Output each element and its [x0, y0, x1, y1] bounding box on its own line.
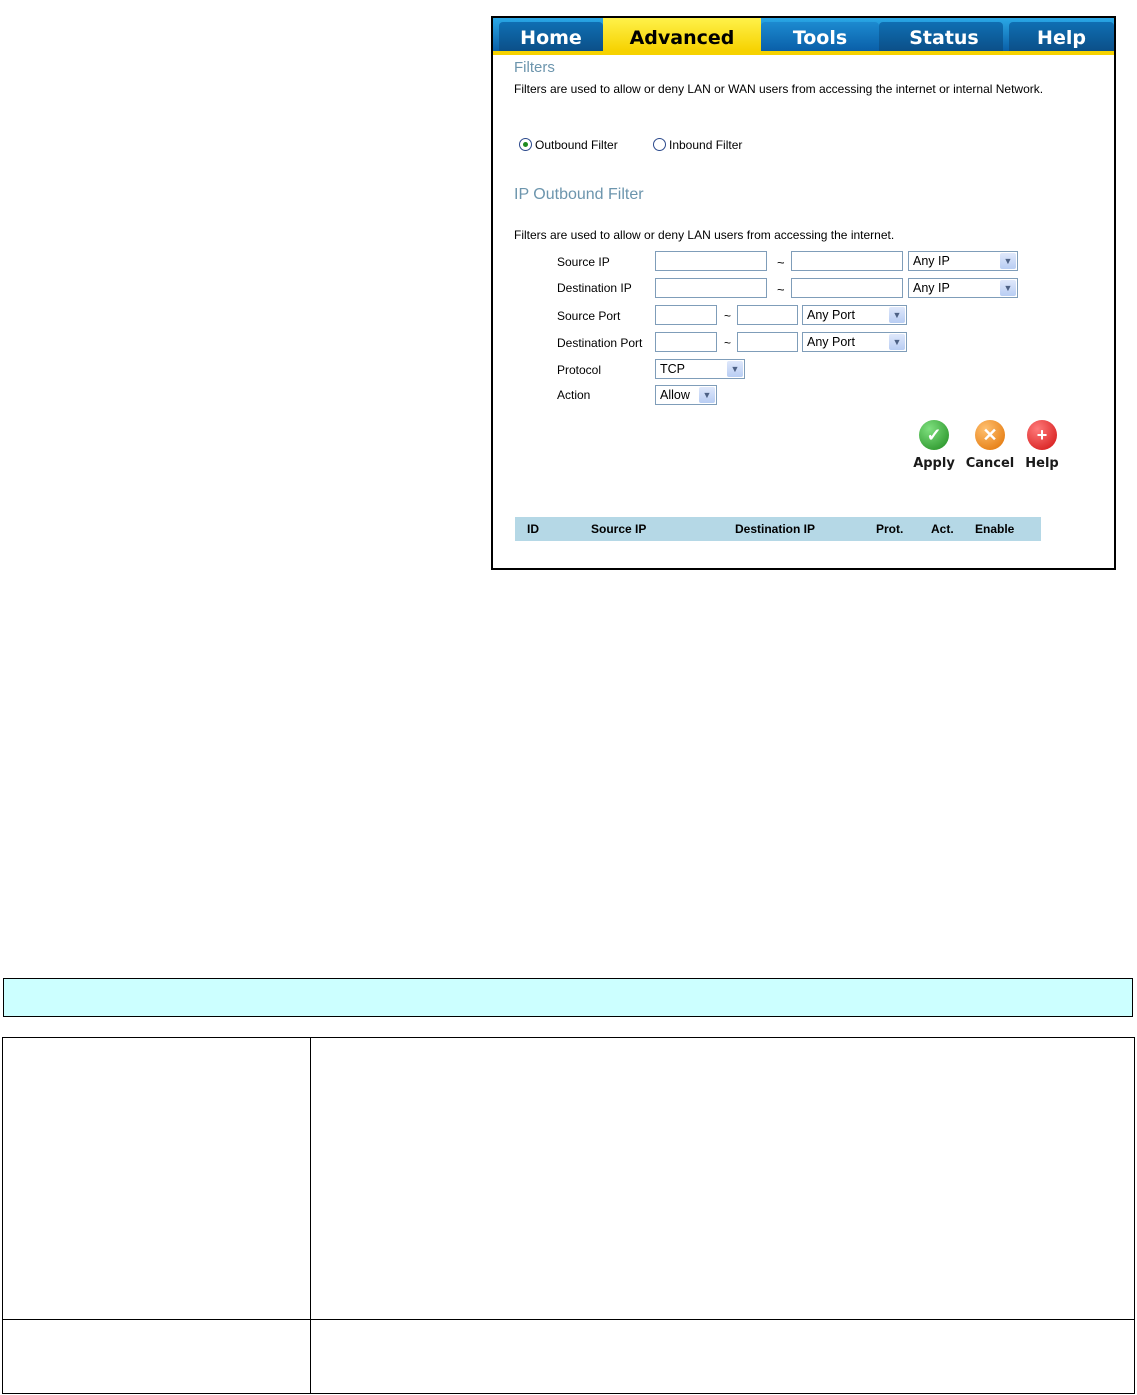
chevron-down-icon: ▼: [889, 307, 905, 323]
destination-ip-start-input[interactable]: [655, 278, 767, 298]
tab-home-label: Home: [520, 26, 582, 49]
column-header-destination-ip: Destination IP: [735, 522, 816, 536]
destination-ip-end-input[interactable]: [791, 278, 903, 298]
plus-icon: +: [1027, 420, 1057, 450]
chevron-down-icon: ▼: [727, 361, 743, 377]
inbound-filter-radio[interactable]: [653, 138, 666, 151]
nav-underline: [493, 51, 1114, 55]
apply-button[interactable]: [909, 420, 959, 471]
filters-description: Filters are used to allow or deny LAN or WAN users from accessing the internet or internal Network.: [514, 82, 1044, 96]
tab-home[interactable]: [499, 18, 603, 51]
protocol-label: Protocol: [557, 363, 602, 377]
tab-tools-label: Tools: [792, 26, 848, 49]
help-label: Help: [1025, 456, 1059, 471]
tab-advanced[interactable]: [603, 18, 761, 51]
tab-status-label: Status: [909, 26, 979, 49]
radio-selected-dot: [523, 142, 528, 147]
source-ip-label: Source IP: [557, 255, 610, 269]
router-ui-panel: [491, 16, 1116, 570]
chevron-down-icon: ▼: [889, 334, 905, 350]
source-ip-select[interactable]: [908, 251, 1018, 271]
chevron-down-icon: ▼: [1000, 280, 1016, 296]
destination-ip-range-separator: ~: [777, 282, 785, 297]
inbound-filter-label[interactable]: Inbound Filter: [669, 138, 743, 152]
protocol-select[interactable]: [655, 359, 745, 379]
tab-advanced-label: Advanced: [629, 26, 735, 49]
source-port-start-input[interactable]: [655, 305, 717, 325]
filter-table-header: [515, 517, 1041, 541]
source-port-label: Source Port: [557, 309, 621, 323]
outbound-description: Filters are used to allow or deny LAN users from accessing the internet.: [514, 228, 895, 242]
source-port-range-separator: ~: [724, 309, 732, 323]
source-ip-select-value: Any IP: [913, 254, 950, 268]
cancel-x-icon: ✕: [975, 420, 1005, 450]
destination-port-select-value: Any Port: [807, 335, 855, 349]
outbound-title: IP Outbound Filter: [514, 186, 644, 203]
column-header-protocol: Prot.: [876, 522, 904, 536]
destination-port-end-input[interactable]: [737, 332, 798, 352]
column-header-enable: Enable: [975, 522, 1015, 536]
column-header-action: Act.: [931, 522, 954, 536]
source-ip-range-separator: ~: [777, 255, 785, 270]
source-ip-end-input[interactable]: [791, 251, 903, 271]
tab-tools[interactable]: [761, 18, 879, 51]
cancel-button[interactable]: [965, 420, 1015, 471]
chevron-down-icon: ▼: [699, 387, 715, 403]
column-header-id: ID: [527, 522, 539, 536]
description-table: [2, 1037, 1135, 1394]
source-port-select-value: Any Port: [807, 308, 855, 322]
protocol-select-value: TCP: [660, 362, 685, 376]
filters-title: Filters: [514, 59, 555, 76]
outbound-filter-label[interactable]: Outbound Filter: [535, 138, 618, 152]
column-header-source-ip: Source IP: [591, 522, 647, 536]
top-navigation: [493, 18, 1114, 51]
destination-ip-select[interactable]: [908, 278, 1018, 298]
cancel-label: Cancel: [965, 456, 1015, 471]
action-select-value: Allow: [660, 388, 690, 402]
tab-status[interactable]: [879, 18, 1009, 51]
chevron-down-icon: ▼: [1000, 253, 1016, 269]
tab-help-label: Help: [1037, 26, 1086, 49]
apply-label: Apply: [913, 456, 955, 471]
destination-ip-label: Destination IP: [557, 281, 632, 295]
outbound-filter-radio[interactable]: [519, 138, 532, 151]
destination-port-label: Destination Port: [557, 336, 643, 350]
tab-help[interactable]: [1009, 18, 1114, 51]
help-button[interactable]: [1017, 420, 1067, 471]
source-port-end-input[interactable]: [737, 305, 798, 325]
table-row-divider: [3, 1319, 1134, 1320]
action-select[interactable]: [655, 385, 717, 405]
destination-port-range-separator: ~: [724, 336, 732, 350]
source-port-select[interactable]: [802, 305, 907, 325]
table-column-divider: [310, 1038, 311, 1393]
destination-port-select[interactable]: [802, 332, 907, 352]
destination-ip-select-value: Any IP: [913, 281, 950, 295]
source-ip-start-input[interactable]: [655, 251, 767, 271]
info-bar: [3, 978, 1133, 1017]
destination-port-start-input[interactable]: [655, 332, 717, 352]
checkmark-icon: ✓: [919, 420, 949, 450]
action-label: Action: [557, 388, 591, 402]
